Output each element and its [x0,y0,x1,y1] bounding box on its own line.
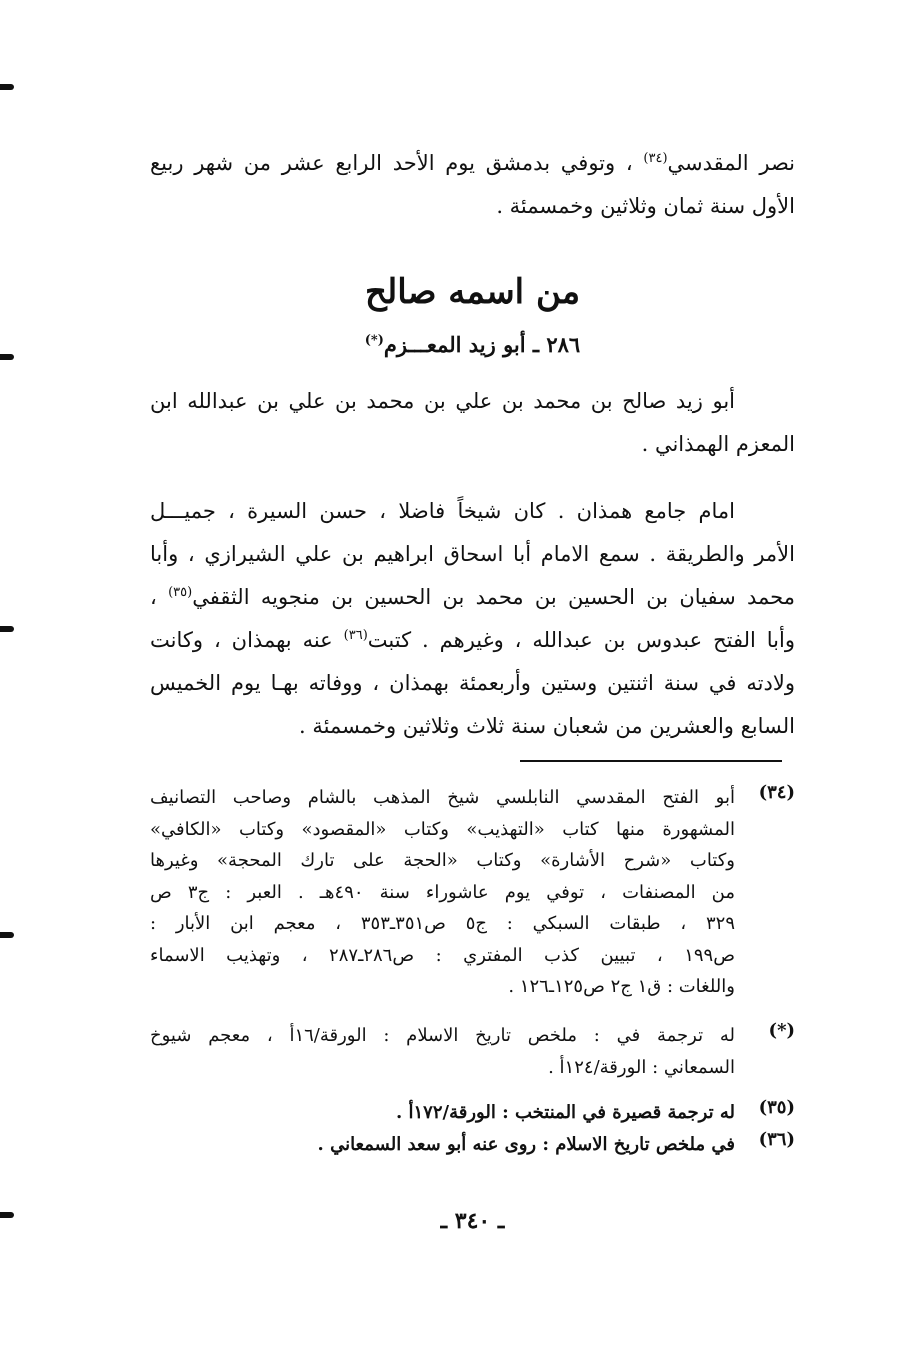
footnote-35 [150,1097,795,1129]
text-line: أبو زيد صالح بن محمد بن علي بن محمد بن علي بن عبدالله ابن [150,389,735,413]
section-title: من اسمه صالح [364,272,581,312]
margin-mark [0,354,14,360]
text-line: وأبا الفتح عبدوس بن عبدالله ، وغيرهم . كتبت$^{(٣٦)}$ عنه بهمذان ، وكانت [150,628,795,652]
footnote-line: السمعاني : الورقة/١٢٤أ . [548,1056,735,1078]
name-paragraph [150,380,795,466]
margin-mark [0,84,14,90]
footnote-line: وكتاب «شرح الأشارة» وكتاب «الحجة على تارك المحجة» وغيرها [150,850,735,871]
text-line: الأول سنة ثمان وثلاثين وخمسمئة . [496,194,795,218]
text-line: امام جامع همذان . كان شيخاً فاضلا ، حسن السيرة ، جميـــل [150,499,735,523]
footnote-ref[interactable]: (*) [364,333,384,348]
footnote-34 [150,782,795,1003]
footnote-ref[interactable]: (٣٥) [168,585,193,600]
footnote-line: من المصنفات ، توفي يوم عاشوراء سنة ٤٩٠هـ . العبر : ج٣ ص [150,881,736,903]
footnote-number: (٣٤) [758,782,795,803]
footnote-line: واللغات : ق١ ج٢ ص١٢٥ـ١٢٦ . [508,976,735,997]
footnote-line: أبو الفتح المقدسي النابلسي شيخ المذهب بالشام وصاحب التصانيف [150,787,735,808]
text-line: ولادته في سنة اثنتين وستين وأربعمئة بهمذان ، ووفاته بهـا يوم الخميس [150,671,795,695]
footnote-number: (*) [768,1020,795,1041]
footnote-line: ٣٢٩ ، طبقات السبكي : ج٥ ص٣٥١ـ٣٥٣ ، معجم ابن الأبار : [150,913,736,934]
margin-mark [0,932,14,938]
footnote-line: في ملخص تاريخ الاسلام : روى عنه أبو سعد السمعاني . [317,1134,735,1155]
footnote-divider [520,760,782,762]
page-number: ـ ٣٤٠ ـ [440,1208,505,1234]
text-line: الأمر والطريقة . سمع الامام أبا اسحاق ابراهيم بن علي الشيرازي ، وأبا [150,542,795,566]
margin-mark [0,1212,14,1218]
footnote-ref[interactable]: (٣٤) [643,151,668,166]
text-line: محمد سفيان بن الحسين بن محمد بن الحسين بن منجويه الثقفي$^{(٣٥)}$ ، [150,585,795,609]
footnote-line: ص١٩٩ ، تبيين كذب المفتري : ص٢٨٦ـ٢٨٧ ، وتهذيب الاسماء [150,944,735,966]
footnote-36 [150,1129,795,1161]
text-line: نصر المقدسي$^{(٣٤)}$ ، وتوفي بدمشق يوم الأحد الرابع عشر من شهر ربيع [150,151,795,175]
text-line: المعزم الهمذاني . [641,432,795,456]
entry-title: ٢٨٦ ـ أبو زيد المعـــزم(*) [364,332,581,357]
text-line: السابع والعشرين من شعبان سنة ثلاث وثلاثين وخمسمئة . [299,714,795,738]
footnote-line: له ترجمة في : ملخص تاريخ الاسلام : الورقة/١٦أ ، معجم شيوخ [150,1025,735,1046]
footnote-star [150,1020,795,1083]
footnote-number: (٣٦) [758,1129,795,1150]
footnote-ref[interactable]: (٣٦) [343,628,368,643]
footnote-line: المشهورة منها كتاب «التهذيب» وكتاب «المقصود» وكتاب «الكافي» [150,818,735,840]
footnote-number: (٣٥) [758,1097,795,1118]
bio-paragraph [150,490,795,748]
footnote-line: له ترجمة قصيرة في المنتخب : الورقة/١٧٢أ . [395,1102,735,1123]
intro-paragraph [150,142,795,228]
margin-mark [0,626,14,632]
